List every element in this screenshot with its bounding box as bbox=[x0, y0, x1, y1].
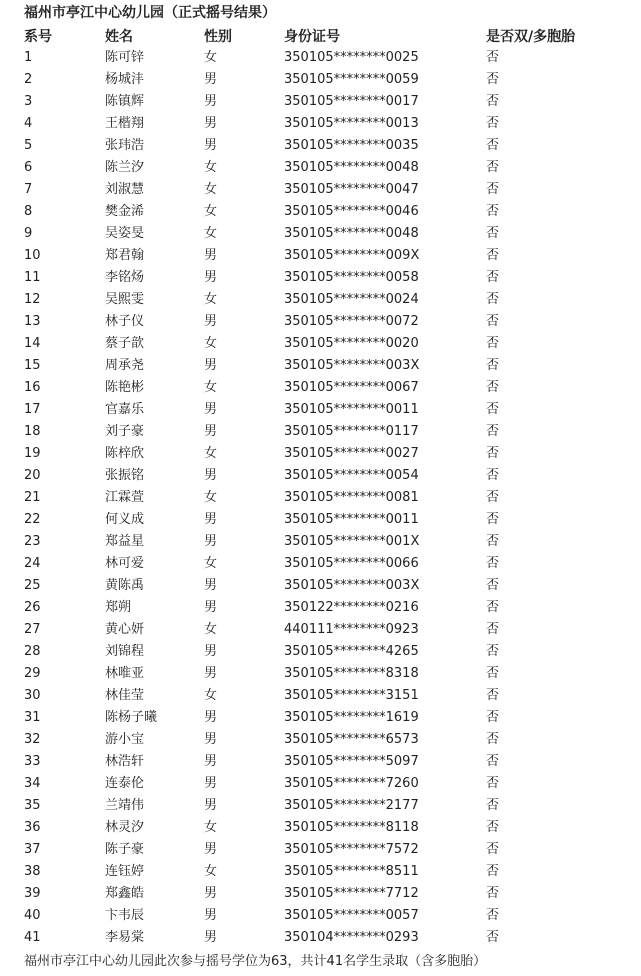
student-name: 官嘉乐 bbox=[105, 402, 145, 417]
student-id-number: 350105********8118 bbox=[284, 820, 419, 835]
twin-status: 否 bbox=[486, 138, 500, 153]
student-id-number: 440111********0923 bbox=[284, 622, 419, 637]
row-number: 29 bbox=[24, 666, 41, 681]
result-table-body bbox=[0, 47, 641, 949]
row-number: 20 bbox=[24, 468, 41, 483]
row-number: 3 bbox=[24, 94, 33, 109]
twin-status: 否 bbox=[486, 314, 500, 329]
row-number: 37 bbox=[24, 842, 41, 857]
student-name: 陈子豪 bbox=[105, 842, 145, 857]
student-id-number: 350105********0048 bbox=[284, 226, 419, 241]
student-name: 林浩轩 bbox=[105, 754, 145, 769]
twin-status: 否 bbox=[486, 512, 500, 527]
student-id-number: 350105********0046 bbox=[284, 204, 419, 219]
student-name: 蔡子歆 bbox=[105, 336, 145, 351]
row-number: 9 bbox=[24, 226, 33, 241]
student-name: 郑鑫皓 bbox=[105, 886, 145, 901]
row-number: 11 bbox=[24, 270, 41, 285]
student-id-number: 350105********0013 bbox=[284, 116, 419, 131]
table-row bbox=[0, 91, 641, 113]
student-id-number: 350104********0293 bbox=[284, 930, 419, 945]
student-name: 李铭炀 bbox=[105, 270, 145, 285]
row-number: 28 bbox=[24, 644, 41, 659]
student-id-number: 350105********2177 bbox=[284, 798, 419, 813]
student-gender: 男 bbox=[204, 908, 218, 923]
student-id-number: 350122********0216 bbox=[284, 600, 419, 615]
twin-status: 否 bbox=[486, 424, 500, 439]
twin-status: 否 bbox=[486, 776, 500, 791]
twin-status: 否 bbox=[486, 688, 500, 703]
twin-status: 否 bbox=[486, 820, 500, 835]
row-number: 16 bbox=[24, 380, 41, 395]
student-gender: 男 bbox=[204, 710, 218, 725]
student-id-number: 350105********6573 bbox=[284, 732, 419, 747]
student-id-number: 350105********0072 bbox=[284, 314, 419, 329]
student-name: 樊金浠 bbox=[105, 204, 145, 219]
row-number: 22 bbox=[24, 512, 41, 527]
twin-status: 否 bbox=[486, 204, 500, 219]
student-id-number: 350105********003X bbox=[284, 578, 420, 593]
row-number: 24 bbox=[24, 556, 41, 571]
row-number: 38 bbox=[24, 864, 41, 879]
row-number: 14 bbox=[24, 336, 41, 351]
header-twin: 是否双/多胞胎 bbox=[486, 29, 576, 45]
student-name: 郑君翰 bbox=[105, 248, 145, 263]
student-name: 陈镇辉 bbox=[105, 94, 145, 109]
student-name: 刘淑慧 bbox=[105, 182, 145, 197]
student-id-number: 350105********0058 bbox=[284, 270, 419, 285]
table-row bbox=[0, 223, 641, 245]
student-gender: 女 bbox=[204, 556, 218, 571]
twin-status: 否 bbox=[486, 94, 500, 109]
row-number: 19 bbox=[24, 446, 41, 461]
twin-status: 否 bbox=[486, 116, 500, 131]
student-name: 连泰伦 bbox=[105, 776, 145, 791]
table-row bbox=[0, 289, 641, 311]
twin-status: 否 bbox=[486, 930, 500, 945]
row-number: 30 bbox=[24, 688, 41, 703]
student-gender: 女 bbox=[204, 160, 218, 175]
student-gender: 女 bbox=[204, 380, 218, 395]
header-number: 系号 bbox=[24, 29, 52, 45]
table-row bbox=[0, 905, 641, 927]
student-id-number: 350105********0054 bbox=[284, 468, 419, 483]
table-row bbox=[0, 553, 641, 575]
student-name: 林佳莹 bbox=[105, 688, 145, 703]
row-number: 13 bbox=[24, 314, 41, 329]
student-gender: 男 bbox=[204, 138, 218, 153]
row-number: 36 bbox=[24, 820, 41, 835]
twin-status: 否 bbox=[486, 270, 500, 285]
row-number: 31 bbox=[24, 710, 41, 725]
student-id-number: 350105********0017 bbox=[284, 94, 419, 109]
student-gender: 男 bbox=[204, 578, 218, 593]
twin-status: 否 bbox=[486, 622, 500, 637]
student-id-number: 350105********0020 bbox=[284, 336, 419, 351]
student-name: 杨城沣 bbox=[105, 72, 145, 87]
student-gender: 女 bbox=[204, 292, 218, 307]
twin-status: 否 bbox=[486, 886, 500, 901]
table-row bbox=[0, 531, 641, 553]
student-name: 陈艳彬 bbox=[105, 380, 145, 395]
student-id-number: 350105********0027 bbox=[284, 446, 419, 461]
table-row bbox=[0, 399, 641, 421]
student-id-number: 350105********3151 bbox=[284, 688, 419, 703]
summary-note: 福州市亭江中心幼儿园此次参与摇号学位为63，共计41名学生录取（含多胞胎） bbox=[24, 954, 487, 969]
table-row bbox=[0, 487, 641, 509]
student-gender: 女 bbox=[204, 688, 218, 703]
row-number: 32 bbox=[24, 732, 41, 747]
header-gender: 性别 bbox=[204, 29, 232, 45]
twin-status: 否 bbox=[486, 710, 500, 725]
student-name: 卞韦辰 bbox=[105, 908, 145, 923]
student-id-number: 350105********0047 bbox=[284, 182, 419, 197]
row-number: 10 bbox=[24, 248, 41, 263]
student-id-number: 350105********8511 bbox=[284, 864, 419, 879]
row-number: 27 bbox=[24, 622, 41, 637]
student-name: 刘子豪 bbox=[105, 424, 145, 439]
student-gender: 女 bbox=[204, 490, 218, 505]
student-id-number: 350105********0081 bbox=[284, 490, 419, 505]
table-row bbox=[0, 267, 641, 289]
row-number: 40 bbox=[24, 908, 41, 923]
student-id-number: 350105********0048 bbox=[284, 160, 419, 175]
student-name: 刘锦程 bbox=[105, 644, 145, 659]
twin-status: 否 bbox=[486, 50, 500, 65]
table-row bbox=[0, 641, 641, 663]
twin-status: 否 bbox=[486, 732, 500, 747]
student-id-number: 350105********0057 bbox=[284, 908, 419, 923]
table-row bbox=[0, 663, 641, 685]
table-header bbox=[0, 27, 641, 47]
student-gender: 男 bbox=[204, 248, 218, 263]
student-gender: 男 bbox=[204, 270, 218, 285]
student-name: 黄心妍 bbox=[105, 622, 145, 637]
twin-status: 否 bbox=[486, 578, 500, 593]
student-gender: 男 bbox=[204, 534, 218, 549]
twin-status: 否 bbox=[486, 600, 500, 615]
student-name: 张振铭 bbox=[105, 468, 145, 483]
student-name: 兰靖伟 bbox=[105, 798, 145, 813]
student-gender: 女 bbox=[204, 182, 218, 197]
table-row bbox=[0, 333, 641, 355]
student-name: 张玮浩 bbox=[105, 138, 145, 153]
twin-status: 否 bbox=[486, 798, 500, 813]
student-name: 江霖萱 bbox=[105, 490, 145, 505]
student-gender: 女 bbox=[204, 864, 218, 879]
table-row bbox=[0, 839, 641, 861]
student-gender: 男 bbox=[204, 512, 218, 527]
table-row bbox=[0, 47, 641, 69]
row-number: 17 bbox=[24, 402, 41, 417]
student-name: 陈兰汐 bbox=[105, 160, 145, 175]
row-number: 5 bbox=[24, 138, 33, 153]
student-gender: 男 bbox=[204, 402, 218, 417]
table-row bbox=[0, 113, 641, 135]
table-row bbox=[0, 927, 641, 949]
student-gender: 女 bbox=[204, 446, 218, 461]
twin-status: 否 bbox=[486, 468, 500, 483]
row-number: 7 bbox=[24, 182, 33, 197]
twin-status: 否 bbox=[486, 842, 500, 857]
student-gender: 男 bbox=[204, 600, 218, 615]
twin-status: 否 bbox=[486, 556, 500, 571]
twin-status: 否 bbox=[486, 292, 500, 307]
student-name: 林唯亚 bbox=[105, 666, 145, 681]
table-row bbox=[0, 311, 641, 333]
row-number: 1 bbox=[24, 50, 33, 65]
table-row bbox=[0, 377, 641, 399]
student-id-number: 350105********5097 bbox=[284, 754, 419, 769]
student-id-number: 350105********7572 bbox=[284, 842, 419, 857]
row-number: 25 bbox=[24, 578, 41, 593]
table-row bbox=[0, 751, 641, 773]
row-number: 2 bbox=[24, 72, 33, 87]
twin-status: 否 bbox=[486, 336, 500, 351]
student-gender: 男 bbox=[204, 930, 218, 945]
twin-status: 否 bbox=[486, 226, 500, 241]
table-row bbox=[0, 817, 641, 839]
twin-status: 否 bbox=[486, 402, 500, 417]
row-number: 8 bbox=[24, 204, 33, 219]
row-number: 34 bbox=[24, 776, 41, 791]
twin-status: 否 bbox=[486, 358, 500, 373]
student-name: 何义成 bbox=[105, 512, 145, 527]
student-id-number: 350105********0117 bbox=[284, 424, 419, 439]
page-title: 福州市亭江中心幼儿园（正式摇号结果） bbox=[24, 5, 276, 21]
table-row bbox=[0, 245, 641, 267]
student-gender: 女 bbox=[204, 622, 218, 637]
student-gender: 女 bbox=[204, 204, 218, 219]
student-id-number: 350105********0066 bbox=[284, 556, 419, 571]
student-name: 林灵汐 bbox=[105, 820, 145, 835]
table-row bbox=[0, 179, 641, 201]
table-row bbox=[0, 575, 641, 597]
student-gender: 男 bbox=[204, 314, 218, 329]
student-id-number: 350105********8318 bbox=[284, 666, 419, 681]
table-row bbox=[0, 201, 641, 223]
student-gender: 男 bbox=[204, 886, 218, 901]
table-row bbox=[0, 421, 641, 443]
student-id-number: 350105********0025 bbox=[284, 50, 419, 65]
table-row bbox=[0, 509, 641, 531]
table-row bbox=[0, 729, 641, 751]
row-number: 23 bbox=[24, 534, 41, 549]
table-row bbox=[0, 135, 641, 157]
twin-status: 否 bbox=[486, 160, 500, 175]
row-number: 12 bbox=[24, 292, 41, 307]
row-number: 18 bbox=[24, 424, 41, 439]
student-name: 陈可锌 bbox=[105, 50, 145, 65]
row-number: 4 bbox=[24, 116, 33, 131]
student-gender: 男 bbox=[204, 468, 218, 483]
table-row bbox=[0, 773, 641, 795]
table-row bbox=[0, 597, 641, 619]
row-number: 26 bbox=[24, 600, 41, 615]
table-row bbox=[0, 355, 641, 377]
twin-status: 否 bbox=[486, 72, 500, 87]
student-gender: 男 bbox=[204, 798, 218, 813]
student-id-number: 350105********4265 bbox=[284, 644, 419, 659]
student-gender: 男 bbox=[204, 644, 218, 659]
table-row bbox=[0, 157, 641, 179]
student-id-number: 350105********0024 bbox=[284, 292, 419, 307]
student-name: 游小宝 bbox=[105, 732, 145, 747]
student-name: 陈杨子曦 bbox=[105, 710, 158, 725]
student-gender: 男 bbox=[204, 116, 218, 131]
twin-status: 否 bbox=[486, 644, 500, 659]
twin-status: 否 bbox=[486, 490, 500, 505]
student-gender: 男 bbox=[204, 94, 218, 109]
student-name: 陈梓欣 bbox=[105, 446, 145, 461]
student-name: 王楷翔 bbox=[105, 116, 145, 131]
student-name: 周承尧 bbox=[105, 358, 145, 373]
table-row bbox=[0, 883, 641, 905]
student-gender: 男 bbox=[204, 754, 218, 769]
header-id-number: 身份证号 bbox=[284, 29, 340, 45]
student-gender: 男 bbox=[204, 358, 218, 373]
row-number: 15 bbox=[24, 358, 41, 373]
student-name: 吴熙雯 bbox=[105, 292, 145, 307]
student-id-number: 350105********0011 bbox=[284, 512, 419, 527]
student-id-number: 350105********001X bbox=[284, 534, 420, 549]
student-gender: 女 bbox=[204, 226, 218, 241]
student-id-number: 350105********003X bbox=[284, 358, 420, 373]
student-gender: 男 bbox=[204, 732, 218, 747]
student-id-number: 350105********7260 bbox=[284, 776, 419, 791]
table-row bbox=[0, 795, 641, 817]
student-id-number: 350105********0067 bbox=[284, 380, 419, 395]
row-number: 33 bbox=[24, 754, 41, 769]
row-number: 35 bbox=[24, 798, 41, 813]
student-gender: 女 bbox=[204, 336, 218, 351]
twin-status: 否 bbox=[486, 908, 500, 923]
student-gender: 男 bbox=[204, 776, 218, 791]
student-name: 郑朔 bbox=[105, 600, 132, 615]
row-number: 21 bbox=[24, 490, 41, 505]
student-gender: 男 bbox=[204, 842, 218, 857]
student-name: 林子仪 bbox=[105, 314, 145, 329]
student-id-number: 350105********7712 bbox=[284, 886, 419, 901]
table-row bbox=[0, 619, 641, 641]
student-id-number: 350105********0011 bbox=[284, 402, 419, 417]
table-row bbox=[0, 861, 641, 883]
student-gender: 女 bbox=[204, 820, 218, 835]
student-name: 连钰婷 bbox=[105, 864, 145, 879]
student-id-number: 350105********0059 bbox=[284, 72, 419, 87]
table-row bbox=[0, 685, 641, 707]
student-gender: 男 bbox=[204, 72, 218, 87]
student-id-number: 350105********009X bbox=[284, 248, 420, 263]
twin-status: 否 bbox=[486, 666, 500, 681]
header-name: 姓名 bbox=[105, 29, 133, 45]
twin-status: 否 bbox=[486, 248, 500, 263]
student-name: 吴姿旻 bbox=[105, 226, 145, 241]
student-name: 黄陈禹 bbox=[105, 578, 145, 593]
twin-status: 否 bbox=[486, 446, 500, 461]
student-id-number: 350105********0035 bbox=[284, 138, 419, 153]
table-row bbox=[0, 443, 641, 465]
student-id-number: 350105********1619 bbox=[284, 710, 419, 725]
student-gender: 男 bbox=[204, 666, 218, 681]
student-name: 林可爱 bbox=[105, 556, 145, 571]
twin-status: 否 bbox=[486, 534, 500, 549]
row-number: 6 bbox=[24, 160, 33, 175]
table-row bbox=[0, 465, 641, 487]
student-name: 李易棠 bbox=[105, 930, 145, 945]
twin-status: 否 bbox=[486, 182, 500, 197]
table-row bbox=[0, 707, 641, 729]
row-number: 41 bbox=[24, 930, 41, 945]
twin-status: 否 bbox=[486, 864, 500, 879]
student-gender: 女 bbox=[204, 50, 218, 65]
twin-status: 否 bbox=[486, 380, 500, 395]
student-gender: 男 bbox=[204, 424, 218, 439]
twin-status: 否 bbox=[486, 754, 500, 769]
row-number: 39 bbox=[24, 886, 41, 901]
table-row bbox=[0, 69, 641, 91]
student-name: 郑益星 bbox=[105, 534, 145, 549]
